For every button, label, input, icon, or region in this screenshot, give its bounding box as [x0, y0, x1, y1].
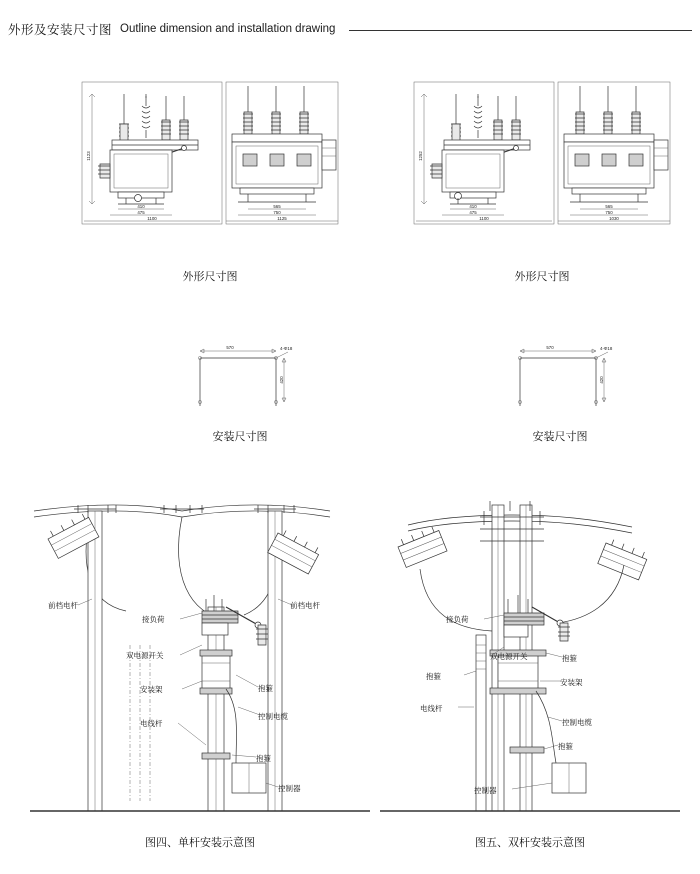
outline-drawing-left — [80, 78, 340, 250]
dim-1100-right: 1100 — [479, 216, 489, 221]
dim-475-left: 475 — [137, 210, 145, 215]
page-header — [8, 20, 692, 38]
dim-1100-left: 1100 — [147, 216, 157, 221]
outline-drawing-right — [412, 78, 672, 250]
label-front-pole-left: 前档电杆 — [48, 601, 78, 610]
dim-install-width-right: 570 — [546, 345, 554, 350]
label-load: 接负荷 — [142, 615, 165, 624]
dim-install-height-right: 420 — [599, 376, 604, 384]
dim-install-hole-right: 4-Φ18 — [600, 346, 613, 351]
label-bracket: 安装架 — [140, 685, 163, 694]
dim-475-right: 475 — [469, 210, 477, 215]
label-front-pole-right: 前档电杆 — [290, 601, 320, 610]
caption-figure5: 图五、双杆安装示意图 — [475, 837, 585, 849]
label-wire-pole: 电线杆 — [140, 719, 163, 728]
page-title-en: Outline dimension and installation drawing — [120, 23, 336, 35]
dim-750-left: 750 — [273, 210, 281, 215]
label-switch: 双电源开关 — [126, 651, 164, 660]
label-cable-f5: 控制电缆 — [562, 718, 592, 727]
figure5-double-pole-drawing — [380, 495, 680, 825]
label-switch-f5: 双电源开关 — [490, 652, 528, 661]
install-drawing-left — [180, 340, 300, 420]
label-clamp-bottom-f5: 抱箍 — [558, 742, 573, 751]
dim-height-left: 1123 — [86, 151, 91, 161]
caption-outline-right: 外形尺寸图 — [514, 271, 570, 283]
dim-565-right: 565 — [605, 204, 613, 209]
page-title-cn: 外形及安装尺寸图 — [8, 23, 113, 37]
dim-410-right: 410 — [469, 204, 477, 209]
dim-410-left: 410 — [137, 204, 145, 209]
label-clamp-left-f5: 抱箍 — [426, 672, 441, 681]
label-clamp-1: 抱箍 — [258, 684, 273, 693]
dim-install-height-left: 420 — [279, 376, 284, 384]
dim-height-right: 1252 — [418, 151, 423, 161]
dim-750-right: 750 — [605, 210, 613, 215]
label-controller-f5: 控制器 — [474, 786, 497, 795]
dim-565-left: 565 — [273, 204, 281, 209]
dim-1030-right: 1030 — [609, 216, 619, 221]
header-rule — [349, 30, 692, 31]
dim-1125-left: 1125 — [277, 216, 287, 221]
figure4-single-pole-drawing — [30, 495, 370, 825]
label-bracket-f5: 安装架 — [560, 678, 583, 687]
dim-install-width-left: 570 — [226, 345, 234, 350]
label-load-f5: 接负荷 — [446, 615, 469, 624]
caption-outline-left: 外形尺寸图 — [182, 271, 238, 283]
label-controller: 控制器 — [278, 784, 301, 793]
label-control-cable: 控制电缆 — [258, 712, 288, 721]
dim-install-hole-left: 4-Φ18 — [280, 346, 293, 351]
install-drawing-right — [500, 340, 620, 420]
caption-figure4: 图四、单杆安装示意图 — [145, 837, 255, 849]
caption-install-left: 安装尺寸图 — [212, 431, 268, 443]
label-wire-pole-f5: 电线杆 — [420, 704, 443, 713]
caption-install-right: 安装尺寸图 — [532, 431, 588, 443]
label-clamp-right-f5: 抱箍 — [562, 654, 577, 663]
label-clamp-2: 抱箍 — [256, 754, 271, 763]
